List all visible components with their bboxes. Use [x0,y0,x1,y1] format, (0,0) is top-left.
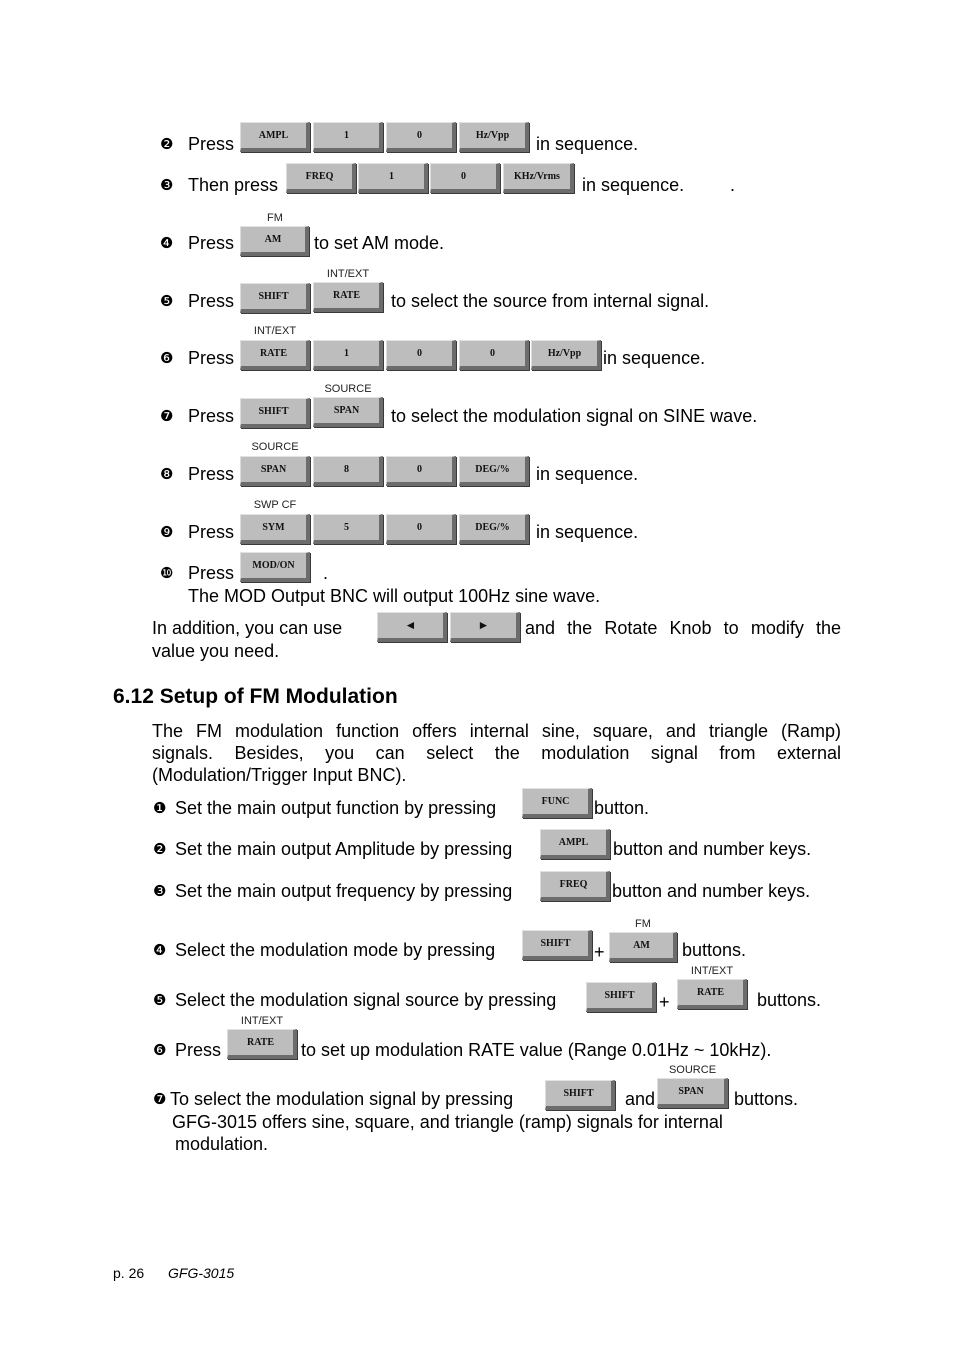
digit-5-key[interactable]: 5 [313,514,383,544]
section-intro [152,720,841,786]
mod-on-key[interactable]: MOD/ON [240,552,310,582]
step-text: Press [188,291,235,311]
func-key[interactable]: FUNC [522,788,592,818]
left-arrow-key[interactable]: ◄ [377,612,447,642]
key-label: FM [635,918,651,930]
step-tail: to select the modulation signal on SINE wave. [391,406,758,426]
digit-0-key[interactable]: 0 [386,340,456,370]
intro-line: signals. Besides, you can select the modulation signal from external [152,743,841,763]
freq-key[interactable]: FREQ [286,163,356,193]
freq-key[interactable]: FREQ [540,871,610,901]
step-number: ❸ [160,176,174,194]
step-note: The MOD Output BNC will output 100Hz sine wave. [188,586,601,606]
am-key[interactable]: AM [609,932,677,962]
page-number: p. 26 [113,1265,145,1281]
step-text: Set the main output frequency by pressing [175,881,513,901]
step-tail: in sequence. [536,134,639,154]
step-tail: to select the source from internal signal. [391,291,710,311]
key-label: INT/EXT [690,965,734,977]
shift-key[interactable]: SHIFT [545,1080,615,1110]
rate-key[interactable]: RATE [240,340,310,370]
key-label: SOURCE [251,441,299,453]
step-number: ❷ [153,840,167,858]
step-tail: in sequence. [603,348,706,368]
ampl-key[interactable]: AMPL [540,829,610,859]
digit-0-key[interactable]: 0 [386,514,456,544]
step-tail: buttons. [734,1089,799,1109]
addition-line2: value you need. [152,641,280,661]
addition-lead: In addition, you can use [152,618,343,638]
rate-key[interactable]: RATE [677,979,747,1009]
step-tail: to set up modulation RATE value (Range 0.01Hz ~ 10kHz). [301,1040,772,1060]
step-text: Set the main output function by pressing [175,798,497,818]
step-number: ❼ [153,1090,167,1108]
step-tail: button and number keys. [612,881,811,901]
step-text: Select the modulation mode by pressing [175,940,496,960]
and-word: and [625,1089,656,1109]
sym-key[interactable]: SYM [240,514,310,544]
digit-0-key[interactable]: 0 [430,163,500,193]
step-text: Press [188,464,235,484]
span-key[interactable]: SPAN [313,397,383,427]
ampl-key[interactable]: AMPL [240,122,310,152]
step-number: ❶ [153,799,167,817]
step-tail: buttons. [682,940,747,960]
key-label: SWP CF [253,499,297,511]
step-text: Select the modulation signal source by pressing [175,990,557,1010]
rate-key[interactable]: RATE [313,282,383,312]
key-label: INT/EXT [326,268,370,280]
step-tail: . [323,563,329,583]
step-text: Press [175,1040,222,1060]
step-text: Press [188,522,235,542]
step-tail: to set AM mode. [314,233,445,253]
am-key[interactable]: AM [240,226,309,256]
step-text: Press [188,563,235,583]
step-number: ❺ [160,292,174,310]
shift-key[interactable]: SHIFT [240,283,310,313]
step-note: GFG-3015 offers sine, square, and triangle (ramp) signals for internal [172,1112,723,1132]
digit-1-key[interactable]: 1 [313,340,383,370]
model-name: GFG-3015 [168,1265,235,1281]
intro-line: The FM modulation function offers internal sine, square, and triangle (Ramp) [152,721,841,741]
digit-0-key[interactable]: 0 [386,456,456,486]
digit-0-key[interactable]: 0 [459,340,529,370]
addition-tail: and the Rotate Knob to modify the [525,618,841,638]
step-number: ❸ [153,882,167,900]
right-arrow-key[interactable]: ► [450,612,520,642]
deg-percent-key[interactable]: DEG/% [459,514,529,544]
digit-8-key[interactable]: 8 [313,456,383,486]
span-key[interactable]: SPAN [657,1078,728,1108]
step-text: Press [188,233,235,253]
digit-1-key[interactable]: 1 [313,122,383,152]
shift-key[interactable]: SHIFT [586,982,656,1012]
key-label: INT/EXT [253,325,297,337]
step-tail: in sequence. [536,464,639,484]
step-note: modulation. [175,1134,269,1154]
plus-sign: + [594,942,605,962]
step-text: Set the main output Amplitude by pressing [175,839,513,859]
hz-vpp-key[interactable]: Hz/Vpp [531,340,601,370]
rate-key[interactable]: RATE [227,1029,297,1059]
step-tail: button. [594,798,650,818]
step-tail: button and number keys. [613,839,812,859]
stray-dot: . [730,175,736,195]
step-number: ❿ [160,564,174,582]
step-number: ❷ [160,135,174,153]
step-text: Press [188,406,235,426]
step-text: Press [188,134,235,154]
step-tail: in sequence. [536,522,639,542]
step-number: ❹ [153,941,167,959]
span-key[interactable]: SPAN [240,456,310,486]
key-label: INT/EXT [240,1015,284,1027]
key-label: FM [267,212,283,224]
step-text: Press [188,348,235,368]
shift-key[interactable]: SHIFT [522,930,592,960]
key-label: SOURCE [668,1064,717,1076]
step-number: ❼ [160,407,174,425]
hz-vpp-key[interactable]: Hz/Vpp [459,122,529,152]
step-number: ❹ [160,234,174,252]
intro-line: (Modulation/Trigger Input BNC). [152,765,407,785]
step-text: Then press [188,175,279,195]
key-label: SOURCE [324,383,372,395]
digit-0-key[interactable]: 0 [386,122,456,152]
step-tail: buttons. [757,990,822,1010]
deg-percent-key[interactable]: DEG/% [459,456,529,486]
khz-vrms-key[interactable]: KHz/Vrms [503,163,574,193]
section-heading: 6.12 Setup of FM Modulation [113,685,398,708]
digit-1-key[interactable]: 1 [358,163,428,193]
step-number: ❻ [153,1041,167,1059]
plus-sign: + [659,992,670,1012]
step-number: ❾ [160,523,174,541]
shift-key[interactable]: SHIFT [240,398,310,428]
step-number: ❽ [160,465,174,483]
step-number: ❻ [160,349,174,367]
step-text: To select the modulation signal by pressing [170,1089,514,1109]
step-tail: in sequence. [582,175,685,195]
step-number: ❺ [153,991,167,1009]
